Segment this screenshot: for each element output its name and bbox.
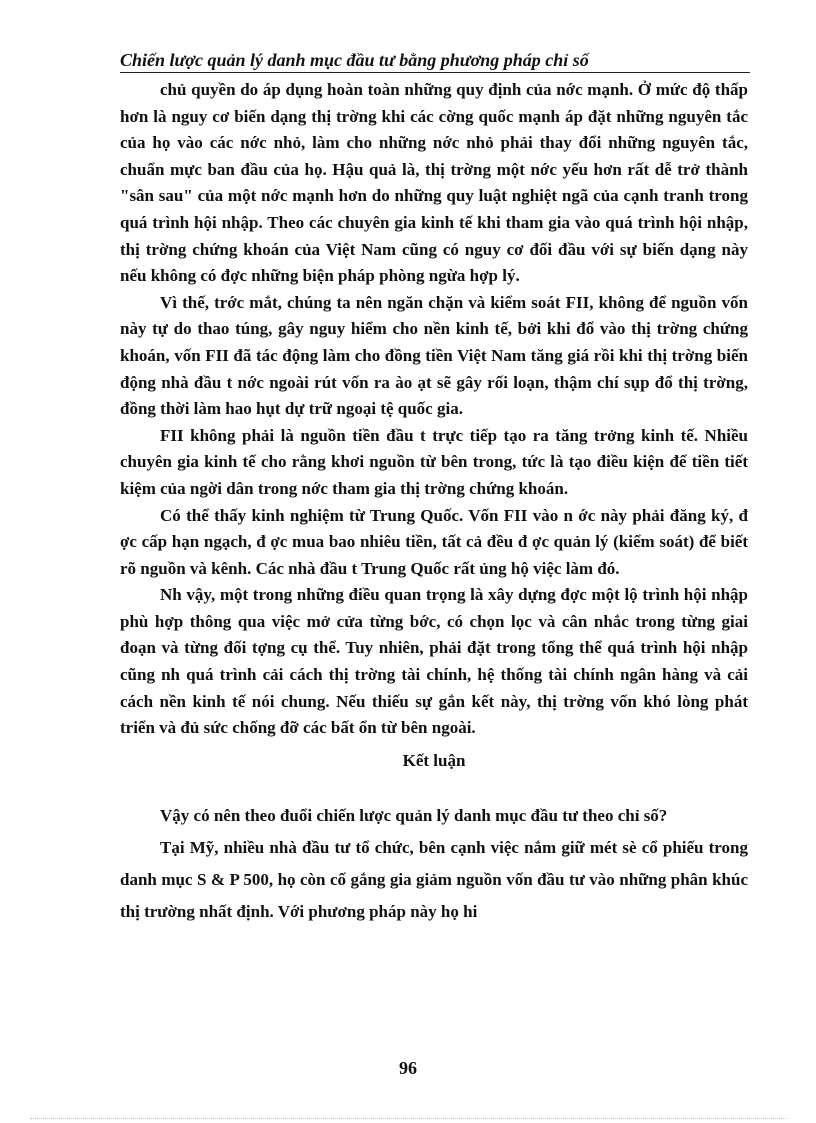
- header-rule: [120, 72, 750, 73]
- paragraph-1: chủ quyền do áp dụng hoàn toàn những quy định của nớc mạnh. Ở mức độ thấp hơn là nguy cơ biến dạng thị trờng khi các cờng quốc mạnh áp đặt những nguyên tắc của họ vào các nớc nhỏ, làm cho những nớc nhỏ phải thay đổi những nguyên tắc, chuẩn mực ban đầu của họ. Hậu quả là, thị trờng một nớc yếu hơn rất dễ trở thành "sân sau" của một nớc mạnh hơn do những quy luật nghiệt ngã của cạnh tranh trong quá trình hội nhập. Theo các chuyên gia kinh tế khi tham gia vào quá trình hội nhập, thị trờng chứng khoán của Việt Nam cũng có nguy cơ đối đầu với sự biến dạng này nếu không có đợc những biện pháp phòng ngừa hợp lý.: [120, 80, 748, 286]
- body-text: [120, 77, 748, 928]
- running-header: Chiến lược quản lý danh mục đầu tư bằng phương pháp chỉ số: [120, 50, 589, 70]
- section-heading: Kết luận: [402, 750, 466, 770]
- page-number: 96: [399, 1058, 417, 1078]
- footer-rule: [30, 1118, 786, 1119]
- paragraph-3: FII không phải là nguồn tiền đầu t trực tiếp tạo ra tăng trởng kinh tế. Nhiều chuyên gia kinh tế cho rằng khơi nguồn từ bên trong, tức là tạo điều kiện để tiền tiết kiệm của ngời dân trong nớc tham gia thị trờng chứng khoán.: [120, 425, 748, 498]
- paragraph-2: Vì thế, trớc mắt, chúng ta nên ngăn chặn và kiểm soát FII, không để nguồn vốn này tự do thao túng, gây nguy hiểm cho nền kinh tế, bởi khi đổ vào thị trờng chứng khoán, vốn FII đã tác động làm cho đồng tiền Việt Nam tăng giá rồi khi thị trờng biến động nhà đầu t nớc ngoài rút vốn ra ào ạt sẽ gây rối loạn, thậm chí sụp đổ thị trờng, đồng thời làm hao hụt dự trữ ngoại tệ quốc gia.: [120, 292, 748, 419]
- paragraph-5: Nh vậy, một trong những điều quan trọng là xây dựng đợc một lộ trình hội nhập phù hợp thông qua việc mở cửa từng bớc, có chọn lọc và cân nhắc trong từng giai đoạn và từng đối tợng cụ thể. Tuy nhiên, phải đặt trong tổng thể quá trình hội nhập cũng nh quá trình cải cách thị trờng tài chính, hệ thống tài chính ngân hàng và cải cách nền kinh tế nói chung. Nếu thiếu sự gắn kết này, thị trờng vốn khó lòng phát triển và đủ sức chống đỡ các bất ổn từ bên ngoài.: [120, 585, 748, 738]
- conclusion-question: Vậy có nên theo đuổi chiến lược quản lý danh mục đầu tư theo chỉ số?: [160, 805, 668, 825]
- conclusion-paragraph: Tại Mỹ, nhiều nhà đầu tư tổ chức, bên cạnh việc nắm giữ mét sè cổ phiếu trong danh mục S & P 500, họ còn cố gắng gia giảm nguồn vốn đầu tư vào những phân khúc thị trường nhất định. Với phương pháp này họ hi: [120, 837, 748, 921]
- paragraph-4: Có thể thấy kinh nghiệm từ Trung Quốc. Vốn FII vào n ớc này phải đăng ký, đ ợc cấp hạn ngạch, đ ợc mua bao nhiêu tiền, tất cả đều đ ợc quản lý (kiểm soát) để biết rõ nguồn và kênh. Các nhà đầu t Trung Quốc rất ủng hộ việc làm đó.: [120, 505, 748, 578]
